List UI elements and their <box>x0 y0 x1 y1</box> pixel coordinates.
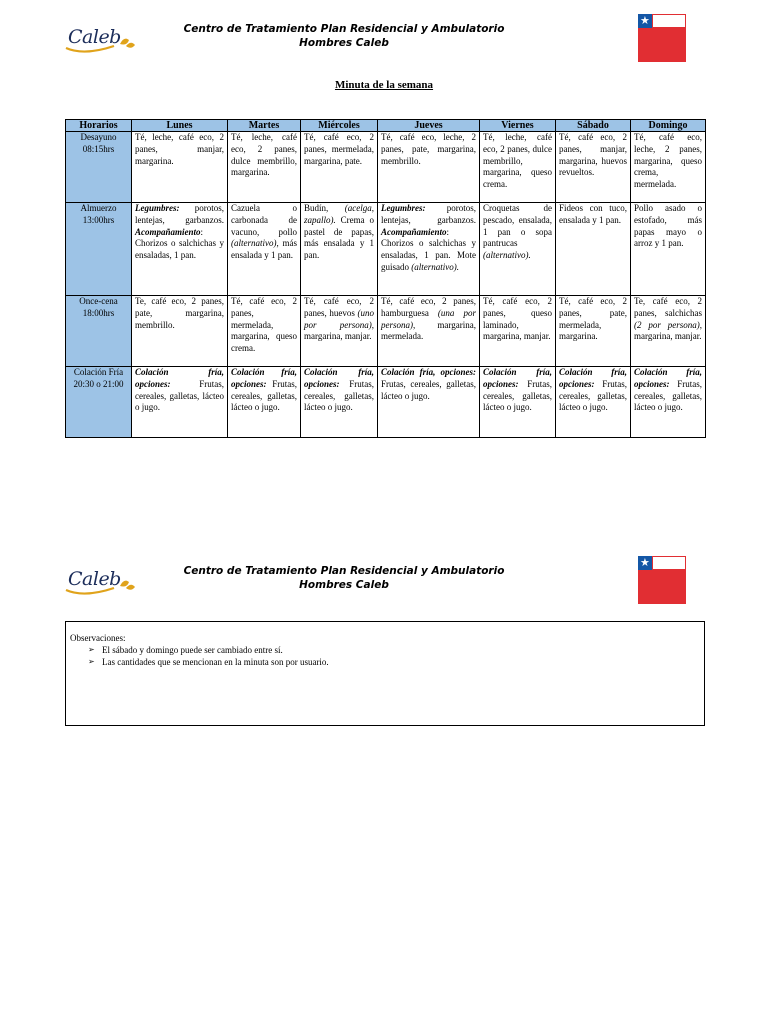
menu-cell-text: Te, café eco, 2 panes, pate, margarina, membrillo. <box>135 296 224 330</box>
menu-cell-text: Crema o pastel de papas, más ensalada y 1 pan. <box>304 214 374 261</box>
arrow-bullet-icon: ➢ <box>88 657 95 666</box>
menu-cell <box>480 367 556 438</box>
menu-cell <box>301 296 378 367</box>
column-header: Viernes <box>480 120 556 132</box>
menu-cell-text: Frutas, cereales, galletas, lácteo o jugo. <box>135 378 224 413</box>
star-icon: ★ <box>640 556 650 569</box>
menu-cell <box>631 367 706 438</box>
menu-cell-text: : Chorizos o salchichas y ensaladas, 1 pan. Mote guisado <box>381 226 476 272</box>
menu-cell <box>631 132 706 203</box>
menu-cell-text: Acompañamiento <box>381 226 447 237</box>
center-title-2-line1: Centro de Tratamiento Plan Residencial y Ambulatorio <box>183 565 505 577</box>
menu-cell <box>132 132 228 203</box>
column-header: Miércoles <box>301 120 378 132</box>
menu-cell-text: Frutas, cereales, galletas, lácteo o jugo. <box>634 378 702 413</box>
table-row <box>66 367 706 438</box>
column-header: Lunes <box>132 120 228 132</box>
menu-cell <box>480 203 556 296</box>
menu-cell <box>301 132 378 203</box>
weekly-menu-table <box>65 119 706 438</box>
menu-cell-text: (una por persona) <box>381 307 477 330</box>
column-header: Horarios <box>66 120 132 132</box>
star-icon: ★ <box>640 14 650 27</box>
page-header-2 <box>64 556 704 606</box>
menu-cell-text: (alternativo). <box>411 261 459 272</box>
menu-cell <box>556 367 631 438</box>
menu-cell-text: Colación fría, opciones: <box>135 367 224 389</box>
menu-cell-text: Te, café eco, 2 panes, salchichas <box>634 296 702 318</box>
menu-cell <box>556 132 631 203</box>
menu-cell <box>556 203 631 296</box>
menu-cell-text: , margarina, manjar. <box>634 319 702 342</box>
menu-cell-text: Frutas, cereales, galletas, lácteo o jugo. <box>231 378 297 413</box>
column-header: Sábado <box>556 120 631 132</box>
menu-cell-text: Té, café eco, 2 panes, pate, mermelada, margarina. <box>559 296 627 342</box>
menu-cell <box>480 132 556 203</box>
menu-cell-text: Té, café eco, 2 panes, huevos <box>304 296 374 318</box>
government-logo <box>638 14 686 62</box>
menu-cell-text: Pollo asado o estofado, más papas mayo o arroz y 1 pan. <box>634 203 702 249</box>
menu-cell-text: Legumbres: <box>381 203 426 213</box>
meal-time-cell: Colación Fría 20:30 o 21:00 <box>66 367 132 438</box>
menu-cell <box>480 296 556 367</box>
menu-cell <box>132 367 228 438</box>
menu-cell-text: , más ensalada y 1 pan. <box>231 238 297 261</box>
menu-cell-text: Fideos con tuco, ensalada y 1 pan. <box>559 203 627 225</box>
menu-cell-text: Cazuela o carbonada de vacuno, pollo <box>231 203 297 237</box>
menu-cell <box>132 296 228 367</box>
center-title-2-line2: Hombres Caleb <box>299 579 389 591</box>
table-row <box>66 132 706 203</box>
menu-cell-text: Frutas, cereales, galletas, lácteo o jugo. <box>483 378 552 413</box>
observations-box <box>65 621 705 726</box>
menu-cell <box>228 203 301 296</box>
government-logo-2 <box>638 556 686 604</box>
menu-cell <box>378 132 480 203</box>
column-header: Jueves <box>378 120 480 132</box>
menu-cell <box>378 203 480 296</box>
page-header <box>64 14 704 64</box>
observation-item <box>88 644 329 656</box>
menu-cell <box>378 296 480 367</box>
menu-cell <box>631 203 706 296</box>
table-header-row <box>66 120 706 132</box>
menu-cell-text: , margarina, mermelada. <box>381 319 476 342</box>
menu-cell-text: Colación fría, opciones: <box>559 367 627 389</box>
meal-time-cell: Once-cena 18:00hrs <box>66 296 132 367</box>
page-title: Minuta de la semana <box>334 79 434 91</box>
menu-cell-text: Té, leche, café eco, 2 panes, manjar, margarina. <box>135 132 224 166</box>
logo-text: Caleb <box>68 26 121 48</box>
observations-list <box>88 644 329 668</box>
menu-cell-text: Croquetas de pescado, ensalada, 1 pan o sopa pantrucas <box>483 203 552 249</box>
center-title-2 <box>174 564 514 592</box>
menu-cell-text: (alternativo) <box>231 238 277 249</box>
menu-cell-text: Frutas, cereales, galletas, lácteo o jugo. <box>304 378 374 413</box>
menu-cell-text: Frutas, cereales, galletas, lácteo o jugo. <box>559 378 627 413</box>
menu-cell-text: , margarina, manjar. <box>304 319 374 342</box>
menu-cell <box>378 367 480 438</box>
menu-cell-text: (2 por persona) <box>634 319 700 330</box>
meal-time-cell: Desayuno 08:15hrs <box>66 132 132 203</box>
menu-cell-text: : Chorizos o salchichas y ensaladas, 1 pan. <box>135 226 224 261</box>
observation-item-text: El sábado y domingo puede ser cambiado entre sí. <box>102 645 283 655</box>
menu-cell <box>631 296 706 367</box>
column-header: Martes <box>228 120 301 132</box>
flag-white-field <box>652 556 686 570</box>
observation-item <box>88 656 329 668</box>
menu-cell-text: Té, café eco, 2 panes, manjar, margarina, huevos revueltos. <box>559 132 627 178</box>
menu-cell-text: Legumbres: <box>135 203 180 213</box>
center-title-line1: Centro de Tratamiento Plan Residencial y Ambulatorio <box>183 23 505 35</box>
menu-cell-text: Colación fría, opciones: <box>231 367 297 389</box>
menu-cell <box>228 296 301 367</box>
menu-cell-text: (uno por persona) <box>304 307 374 330</box>
flag-white-field <box>652 14 686 28</box>
table-row <box>66 296 706 367</box>
menu-cell-text: Colación fría, opciones: <box>483 367 552 389</box>
caleb-logo <box>64 18 138 58</box>
menu-cell-text: Budín, <box>304 203 345 213</box>
menu-cell <box>228 132 301 203</box>
column-header: Domingo <box>631 120 706 132</box>
menu-cell-text: Frutas, cereales, galletas, lácteo o jugo. <box>381 378 476 401</box>
menu-cell-text: Té, café eco, leche, 2 panes, margarina, queso crema, mermelada. <box>634 132 702 190</box>
menu-cell-text: porotos, lentejas, garbanzos. <box>381 203 476 225</box>
observations-title: Observaciones: <box>70 633 126 643</box>
menu-cell <box>228 367 301 438</box>
center-title <box>174 22 514 50</box>
menu-cell-text: Té, leche, café eco, 2 panes, dulce membrillo, margarina, queso crema. <box>483 132 552 190</box>
observation-item-text: Las cantidades que se mencionan en la minuta son por usuario. <box>102 657 329 667</box>
menu-cell-text: Té, café eco, leche, 2 panes, pate, margarina, membrillo. <box>381 132 476 166</box>
table-row <box>66 203 706 296</box>
menu-cell-text: Acompañamiento <box>135 226 201 237</box>
menu-cell-text: Colación fría, opciones: <box>381 367 476 377</box>
menu-cell <box>301 203 378 296</box>
menu-cell <box>132 203 228 296</box>
menu-cell <box>556 296 631 367</box>
menu-cell-text: Té, leche, café eco, 2 panes, dulce membrillo, margarina. <box>231 132 297 178</box>
menu-cell-text: Té, café eco, 2 panes, mermelada, margarina, pate. <box>304 132 374 166</box>
menu-cell-text: (acelga, zapallo). <box>304 203 374 225</box>
arrow-bullet-icon: ➢ <box>88 645 95 654</box>
menu-cell-text: Té, café eco, 2 panes, hamburguesa <box>381 296 476 318</box>
meal-time-cell: Almuerzo 13:00hrs <box>66 203 132 296</box>
menu-cell <box>301 367 378 438</box>
center-title-line2: Hombres Caleb <box>299 37 389 49</box>
menu-cell-text: (alternativo). <box>483 250 531 261</box>
menu-cell-text: Té, café eco, 2 panes, mermelada, margarina, queso crema. <box>231 296 297 354</box>
menu-cell-text: Té, café eco, 2 panes, queso laminado, margarina, manjar. <box>483 296 552 342</box>
menu-cell-text: Colación fría, opciones: <box>634 367 702 389</box>
caleb-logo-2 <box>64 560 138 600</box>
menu-cell-text: Colación fría, opciones: <box>304 367 374 389</box>
logo-text-2: Caleb <box>68 568 121 590</box>
menu-cell-text: porotos, lentejas, garbanzos. <box>135 203 224 225</box>
